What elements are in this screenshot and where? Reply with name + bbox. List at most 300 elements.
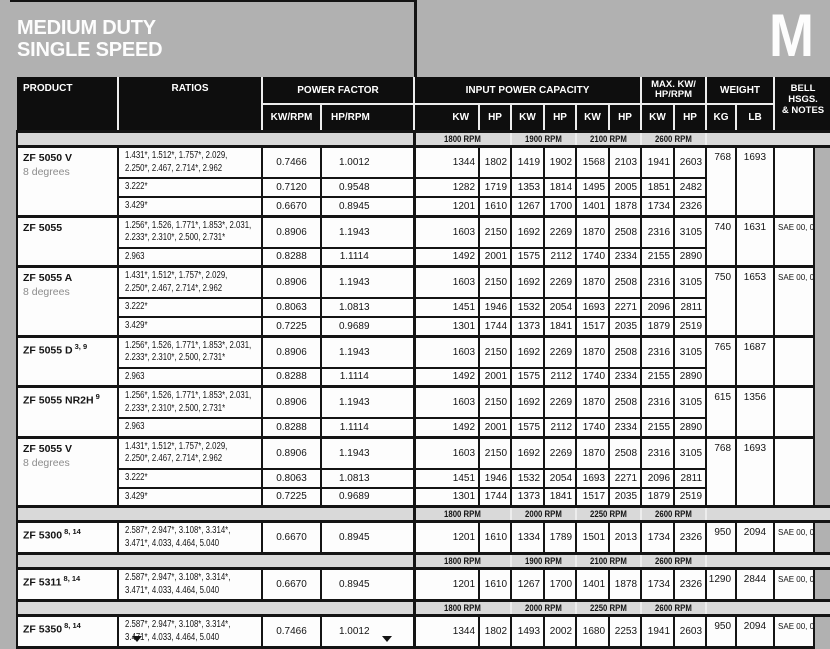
power-value-cell: 1879 xyxy=(641,488,674,507)
subcol-kw-max: KW xyxy=(641,104,674,132)
product-name: ZF 5055 D xyxy=(23,343,73,356)
ratio-line: 3.222* xyxy=(125,181,148,193)
ratio-line: 3.222* xyxy=(125,471,148,483)
power-value-cell: 1492 xyxy=(414,418,479,437)
ratio-line: 2.233*, 2.310*, 2.500, 2.731* xyxy=(125,232,226,243)
weight-kg-cell: 615 xyxy=(706,387,736,438)
hp-per-rpm-cell: 0.8945 xyxy=(321,197,414,216)
power-value-cell: 1841 xyxy=(544,488,576,507)
power-value-cell: 1492 xyxy=(414,248,479,267)
notes-cell: SAE 00, 0 xyxy=(774,267,814,337)
power-value-cell: 1451 xyxy=(414,469,479,488)
power-value-cell: 1419 xyxy=(511,147,544,179)
power-value-cell: 2890 xyxy=(674,368,706,387)
rpm-band-cell xyxy=(641,507,706,522)
power-value-cell: 1870 xyxy=(576,336,609,368)
power-value-cell: 2150 xyxy=(479,216,511,248)
power-value-cell: 1879 xyxy=(641,317,674,336)
power-value-cell: 1301 xyxy=(414,488,479,507)
power-value-cell: 1802 xyxy=(479,147,511,179)
product-name: ZF 5055 A xyxy=(23,272,73,284)
power-value-cell: 2096 xyxy=(641,298,674,317)
ratio-line: 1.431*, 1.512*, 1.757*, 2.029, xyxy=(125,270,228,281)
kw-per-rpm-cell: 0.6670 xyxy=(262,522,321,554)
power-value-cell: 1201 xyxy=(414,522,479,554)
rpm-band-cell xyxy=(414,507,511,522)
notes-cell xyxy=(774,387,814,438)
rpm-band-cell xyxy=(576,132,641,147)
section-tab-letter: M xyxy=(769,2,814,69)
ratio-line: 1.256*, 1.526, 1.771*, 1.853*, 2.031, xyxy=(125,390,252,401)
power-value-cell: 1870 xyxy=(576,267,609,299)
ratios-cell xyxy=(118,469,262,488)
margin-filler xyxy=(814,569,830,601)
rpm-band-label: 2100 RPM xyxy=(590,133,627,145)
rpm-band-label: 2000 RPM xyxy=(525,508,562,520)
rpm-band-label: 1800 RPM xyxy=(444,133,482,145)
power-value-cell: 1201 xyxy=(414,197,479,216)
rpm-band-label: 2600 RPM xyxy=(655,602,692,614)
col-header-power-factor: POWER FACTOR xyxy=(262,77,414,104)
ratios-cell xyxy=(118,387,262,419)
ratios-cell xyxy=(118,298,262,317)
hp-per-rpm-cell: 1.1943 xyxy=(321,437,414,469)
col-header-ratios: RATIOS xyxy=(118,77,262,132)
power-value-cell: 1700 xyxy=(544,569,576,601)
data-row xyxy=(17,147,830,179)
power-value-cell: 2271 xyxy=(609,469,641,488)
power-value-cell: 1373 xyxy=(511,317,544,336)
power-value-cell: 1692 xyxy=(511,267,544,299)
power-value-cell: 1517 xyxy=(576,317,609,336)
power-value-cell: 1902 xyxy=(544,147,576,179)
ratio-line: 2.963 xyxy=(125,421,145,432)
ratio-line: 3.471*, 4.033, 4.464, 5.040 xyxy=(125,584,220,596)
power-value-cell: 2603 xyxy=(674,147,706,179)
col-header-max-kw-hp-rpm xyxy=(641,77,706,104)
product-cell xyxy=(17,216,118,267)
hp-per-rpm-cell: 1.1114 xyxy=(321,368,414,387)
hp-per-rpm-cell: 0.8945 xyxy=(321,569,414,601)
max-header-line1: MAX. KW/ xyxy=(651,78,696,90)
subcol-kw-1: KW xyxy=(414,104,479,132)
ratio-line: 2.250*, 2.467, 2.714*, 2.962 xyxy=(125,282,223,294)
power-value-cell: 2482 xyxy=(674,178,706,197)
power-value-cell: 1575 xyxy=(511,418,544,437)
ratio-line: 3.471*, 4.033, 4.464, 5.040 xyxy=(125,631,220,643)
power-value-cell: 2508 xyxy=(609,387,641,419)
data-row xyxy=(17,336,830,368)
margin-filler xyxy=(814,616,830,648)
table-body xyxy=(17,132,830,648)
power-value-cell: 1575 xyxy=(511,368,544,387)
rpm-band-row xyxy=(17,507,830,522)
notes-cell: SAE 00, 0 xyxy=(774,216,814,267)
power-value-cell: 2519 xyxy=(674,317,706,336)
rpm-band-cell xyxy=(511,601,576,616)
power-value-cell: 1693 xyxy=(576,298,609,317)
power-value-cell: 2002 xyxy=(544,616,576,648)
power-value-cell: 1267 xyxy=(511,569,544,601)
power-value-cell: 1610 xyxy=(479,197,511,216)
power-value-cell: 1734 xyxy=(641,197,674,216)
product-cell xyxy=(17,267,118,337)
power-value-cell: 1603 xyxy=(414,216,479,248)
power-value-cell: 2155 xyxy=(641,418,674,437)
weight-kg-cell: 768 xyxy=(706,437,736,507)
rpm-band-label: 1900 RPM xyxy=(525,133,562,145)
rpm-band-cell xyxy=(414,554,511,569)
subcol-hp-2: HP xyxy=(544,104,576,132)
col-header-product: PRODUCT xyxy=(17,77,118,132)
power-value-cell: 2890 xyxy=(674,248,706,267)
weight-lb-cell: 1653 xyxy=(736,267,774,337)
kw-per-rpm-cell: 0.7225 xyxy=(262,488,321,507)
rpm-band-label: 1800 RPM xyxy=(444,555,482,567)
power-value-cell: 2005 xyxy=(609,178,641,197)
rpm-band-spacer xyxy=(706,554,830,569)
rpm-band-label: 2600 RPM xyxy=(655,508,692,520)
power-value-cell: 2150 xyxy=(479,336,511,368)
rpm-band-spacer xyxy=(17,507,414,522)
data-row xyxy=(17,216,830,248)
power-value-cell: 2316 xyxy=(641,267,674,299)
power-value-cell: 1334 xyxy=(511,522,544,554)
subcol-hp-3: HP xyxy=(609,104,641,132)
power-value-cell: 2269 xyxy=(544,387,576,419)
rpm-band-label: 2600 RPM xyxy=(655,133,692,145)
kw-per-rpm-cell: 0.8906 xyxy=(262,387,321,419)
product-name: ZF 5055 NR2H xyxy=(23,394,94,407)
ratios-cell xyxy=(118,437,262,469)
power-value-cell: 1344 xyxy=(414,147,479,179)
power-value-cell: 2811 xyxy=(674,469,706,488)
product-name: ZF 5300 xyxy=(23,529,63,542)
product-name: ZF 5055 V xyxy=(23,442,73,455)
ratio-line: 3.429* xyxy=(125,320,148,331)
subcol-hp-1: HP xyxy=(479,104,511,132)
subcol-kw-3: KW xyxy=(576,104,609,132)
rpm-band-cell xyxy=(641,601,706,616)
power-value-cell: 2508 xyxy=(609,336,641,368)
ratio-line: 2.963 xyxy=(125,250,145,262)
power-value-cell: 1575 xyxy=(511,248,544,267)
rpm-band-label: 2000 RPM xyxy=(525,602,562,614)
ratios-cell xyxy=(118,569,262,601)
power-value-cell: 2890 xyxy=(674,418,706,437)
weight-kg-cell: 765 xyxy=(706,336,736,387)
product-name: ZF 5050 V xyxy=(23,152,73,164)
notes-cell xyxy=(774,437,814,507)
kw-per-rpm-cell: 0.8063 xyxy=(262,469,321,488)
ratio-line: 2.233*, 2.310*, 2.500, 2.731* xyxy=(125,352,226,363)
power-value-cell: 1568 xyxy=(576,147,609,179)
power-value-cell: 2316 xyxy=(641,437,674,469)
power-value-cell: 1841 xyxy=(544,317,576,336)
rpm-band-spacer xyxy=(706,601,830,616)
bell-header-line1: BELL HSGS. xyxy=(788,83,818,105)
rpm-band-label: 1800 RPM xyxy=(444,602,482,614)
weight-lb-cell: 1631 xyxy=(736,216,774,267)
power-value-cell: 1692 xyxy=(511,437,544,469)
power-value-cell: 1603 xyxy=(414,267,479,299)
hp-per-rpm-cell: 1.1943 xyxy=(321,387,414,419)
rpm-band-cell xyxy=(414,601,511,616)
power-value-cell: 2316 xyxy=(641,387,674,419)
ratio-line: 3.471*, 4.033, 4.464, 5.040 xyxy=(125,537,220,549)
rpm-band-cell xyxy=(414,132,511,147)
power-value-cell: 3105 xyxy=(674,216,706,248)
kw-per-rpm-cell: 0.6670 xyxy=(262,569,321,601)
power-value-cell: 1693 xyxy=(576,469,609,488)
col-header-input-power-capacity: INPUT POWER CAPACITY xyxy=(414,77,641,104)
power-value-cell: 1492 xyxy=(414,368,479,387)
power-value-cell: 1870 xyxy=(576,437,609,469)
ratio-line: 2.250*, 2.467, 2.714*, 2.962 xyxy=(125,453,223,464)
power-value-cell: 1740 xyxy=(576,368,609,387)
data-row xyxy=(17,522,830,554)
ratios-cell xyxy=(118,616,262,648)
power-value-cell: 1740 xyxy=(576,418,609,437)
ratios-cell xyxy=(118,216,262,248)
data-row xyxy=(17,267,830,299)
kw-per-rpm-cell: 0.7120 xyxy=(262,178,321,197)
power-value-cell: 2316 xyxy=(641,336,674,368)
rpm-band-cell xyxy=(576,507,641,522)
max-header-line2: HP/RPM xyxy=(655,89,692,100)
power-value-cell: 1692 xyxy=(511,387,544,419)
hp-per-rpm-cell: 1.0813 xyxy=(321,298,414,317)
power-value-cell: 2150 xyxy=(479,387,511,419)
col-header-bell-housings-notes xyxy=(774,77,830,132)
ratios-cell xyxy=(118,267,262,299)
ratio-line: 3.222* xyxy=(125,301,148,313)
power-value-cell: 1610 xyxy=(479,522,511,554)
power-value-cell: 1734 xyxy=(641,522,674,554)
kw-per-rpm-cell: 0.7466 xyxy=(262,147,321,179)
power-value-cell: 2112 xyxy=(544,368,576,387)
subcol-hp-max: HP xyxy=(674,104,706,132)
power-value-cell: 1700 xyxy=(544,197,576,216)
power-value-cell: 1282 xyxy=(414,178,479,197)
product-footnote-ref: 9 xyxy=(95,392,100,401)
weight-kg-cell: 1290 xyxy=(706,569,736,601)
power-value-cell: 1941 xyxy=(641,147,674,179)
page-title-line2: SINGLE SPEED xyxy=(17,39,163,61)
product-cell xyxy=(17,616,118,648)
product-subtitle: 8 degrees xyxy=(23,166,70,178)
ratio-line: 1.256*, 1.526, 1.771*, 1.853*, 2.031, xyxy=(125,339,252,351)
subcol-lb: LB xyxy=(736,104,774,132)
hp-per-rpm-cell: 1.0012 xyxy=(321,616,414,648)
power-value-cell: 1946 xyxy=(479,469,511,488)
notes-cell: SAE 00, 0 xyxy=(774,616,814,648)
power-value-cell: 3105 xyxy=(674,336,706,368)
power-value-cell: 1814 xyxy=(544,178,576,197)
power-value-cell: 1532 xyxy=(511,469,544,488)
ratios-cell xyxy=(118,197,262,216)
hp-per-rpm-cell: 0.9689 xyxy=(321,317,414,336)
margin-filler xyxy=(814,147,830,217)
rpm-band-label: 2100 RPM xyxy=(590,555,627,567)
product-name: ZF 5055 xyxy=(23,221,63,234)
power-value-cell: 2054 xyxy=(544,469,576,488)
page-marker-triangle xyxy=(132,636,142,642)
ratios-cell xyxy=(118,368,262,387)
hp-per-rpm-cell: 0.9548 xyxy=(321,178,414,197)
power-value-cell: 2096 xyxy=(641,469,674,488)
margin-filler xyxy=(814,387,830,438)
rpm-band-cell xyxy=(641,132,706,147)
weight-kg-cell: 750 xyxy=(706,267,736,337)
header-divider-rule xyxy=(414,0,417,78)
power-value-cell: 2013 xyxy=(609,522,641,554)
col-header-weight: WEIGHT xyxy=(706,77,774,104)
power-value-cell: 2334 xyxy=(609,418,641,437)
power-value-cell: 1744 xyxy=(479,488,511,507)
subcol-kw-2: KW xyxy=(511,104,544,132)
weight-lb-cell: 2844 xyxy=(736,569,774,601)
hp-per-rpm-cell: 0.8945 xyxy=(321,522,414,554)
rpm-band-spacer xyxy=(17,132,414,147)
power-value-cell: 2508 xyxy=(609,437,641,469)
power-value-cell: 2326 xyxy=(674,197,706,216)
ratio-line: 2.587*, 2.947*, 3.108*, 3.314*, xyxy=(125,572,231,583)
subcol-kg: KG xyxy=(706,104,736,132)
rpm-band-cell xyxy=(511,554,576,569)
margin-filler xyxy=(814,267,830,337)
power-value-cell: 1517 xyxy=(576,488,609,507)
notes-cell xyxy=(774,336,814,387)
power-value-cell: 2269 xyxy=(544,216,576,248)
power-value-cell: 2326 xyxy=(674,522,706,554)
power-value-cell: 2001 xyxy=(479,418,511,437)
power-value-cell: 1501 xyxy=(576,522,609,554)
rpm-band-label: 1900 RPM xyxy=(525,555,562,567)
weight-lb-cell: 2094 xyxy=(736,522,774,554)
rpm-band-cell xyxy=(641,554,706,569)
power-value-cell: 2054 xyxy=(544,298,576,317)
rpm-band-label: 1800 RPM xyxy=(444,508,482,520)
notes-cell: SAE 00, 0 xyxy=(774,569,814,601)
power-value-cell: 1719 xyxy=(479,178,511,197)
power-value-cell: 2155 xyxy=(641,368,674,387)
spec-table xyxy=(16,77,830,649)
kw-per-rpm-cell: 0.7466 xyxy=(262,616,321,648)
power-value-cell: 3105 xyxy=(674,267,706,299)
ratio-line: 2.250*, 2.467, 2.714*, 2.962 xyxy=(125,162,223,174)
hp-per-rpm-cell: 1.1114 xyxy=(321,418,414,437)
page-title-line1: MEDIUM DUTY xyxy=(17,17,156,39)
product-name: ZF 5311 xyxy=(23,576,62,589)
power-value-cell: 2035 xyxy=(609,488,641,507)
power-value-cell: 1493 xyxy=(511,616,544,648)
power-value-cell: 1692 xyxy=(511,336,544,368)
weight-kg-cell: 950 xyxy=(706,522,736,554)
power-value-cell: 1789 xyxy=(544,522,576,554)
margin-filler xyxy=(814,216,830,267)
power-value-cell: 1344 xyxy=(414,616,479,648)
power-value-cell: 2519 xyxy=(674,488,706,507)
ratio-line: 2.963 xyxy=(125,370,145,382)
product-cell xyxy=(17,147,118,217)
power-value-cell: 1532 xyxy=(511,298,544,317)
power-value-cell: 2035 xyxy=(609,317,641,336)
power-value-cell: 1603 xyxy=(414,336,479,368)
power-value-cell: 1878 xyxy=(609,197,641,216)
weight-lb-cell: 2094 xyxy=(736,616,774,648)
power-value-cell: 1603 xyxy=(414,437,479,469)
power-value-cell: 1692 xyxy=(511,216,544,248)
hp-per-rpm-cell: 1.1943 xyxy=(321,336,414,368)
power-value-cell: 2811 xyxy=(674,298,706,317)
ratio-line: 1.256*, 1.526, 1.771*, 1.853*, 2.031, xyxy=(125,219,252,231)
power-value-cell: 2001 xyxy=(479,248,511,267)
subcol-hp-rpm: HP/RPM xyxy=(321,104,414,132)
ratios-cell xyxy=(118,488,262,507)
ratio-line: 1.431*, 1.512*, 1.757*, 2.029, xyxy=(125,440,228,452)
ratios-cell xyxy=(118,147,262,179)
rpm-band-label: 2250 RPM xyxy=(590,602,627,614)
product-subtitle: 8 degrees xyxy=(23,286,70,298)
bell-header-line2: & NOTES xyxy=(781,105,825,116)
power-value-cell: 1301 xyxy=(414,317,479,336)
power-value-cell: 1851 xyxy=(641,178,674,197)
weight-kg-cell: 740 xyxy=(706,216,736,267)
weight-lb-cell: 1693 xyxy=(736,147,774,217)
product-footnote-ref: 8, 14 xyxy=(63,574,81,583)
weight-lb-cell: 1356 xyxy=(736,387,774,438)
rpm-band-row xyxy=(17,601,830,616)
kw-per-rpm-cell: 0.8906 xyxy=(262,216,321,248)
ratios-cell xyxy=(118,336,262,368)
power-value-cell: 1201 xyxy=(414,569,479,601)
rpm-band-cell xyxy=(576,554,641,569)
power-value-cell: 1870 xyxy=(576,216,609,248)
power-value-cell: 2155 xyxy=(641,248,674,267)
hp-per-rpm-cell: 1.1943 xyxy=(321,267,414,299)
hp-per-rpm-cell: 0.9689 xyxy=(321,488,414,507)
kw-per-rpm-cell: 0.7225 xyxy=(262,317,321,336)
weight-kg-cell: 768 xyxy=(706,147,736,217)
margin-filler xyxy=(814,437,830,507)
power-value-cell: 1353 xyxy=(511,178,544,197)
rpm-band-cell xyxy=(511,507,576,522)
ratio-line: 2.587*, 2.947*, 3.108*, 3.314*, xyxy=(125,525,231,536)
hp-per-rpm-cell: 1.0012 xyxy=(321,147,414,179)
page-marker-triangle xyxy=(382,636,392,642)
ratio-line: 3.429* xyxy=(125,490,148,502)
rpm-band-spacer xyxy=(706,132,830,147)
ratios-cell xyxy=(118,248,262,267)
margin-filler xyxy=(814,336,830,387)
kw-per-rpm-cell: 0.8288 xyxy=(262,418,321,437)
notes-cell: SAE 00, 0 xyxy=(774,522,814,554)
power-value-cell: 2269 xyxy=(544,336,576,368)
subcol-kw-rpm: KW/RPM xyxy=(262,104,321,132)
data-row xyxy=(17,437,830,469)
ratio-line: 3.429* xyxy=(125,200,148,211)
kw-per-rpm-cell: 0.8906 xyxy=(262,336,321,368)
kw-per-rpm-cell: 0.8906 xyxy=(262,437,321,469)
ratio-line: 2.587*, 2.947*, 3.108*, 3.314*, xyxy=(125,619,231,630)
power-value-cell: 1802 xyxy=(479,616,511,648)
power-value-cell: 2334 xyxy=(609,248,641,267)
power-value-cell: 2112 xyxy=(544,248,576,267)
kw-per-rpm-cell: 0.6670 xyxy=(262,197,321,216)
rpm-band-spacer xyxy=(706,507,830,522)
ratios-cell xyxy=(118,522,262,554)
